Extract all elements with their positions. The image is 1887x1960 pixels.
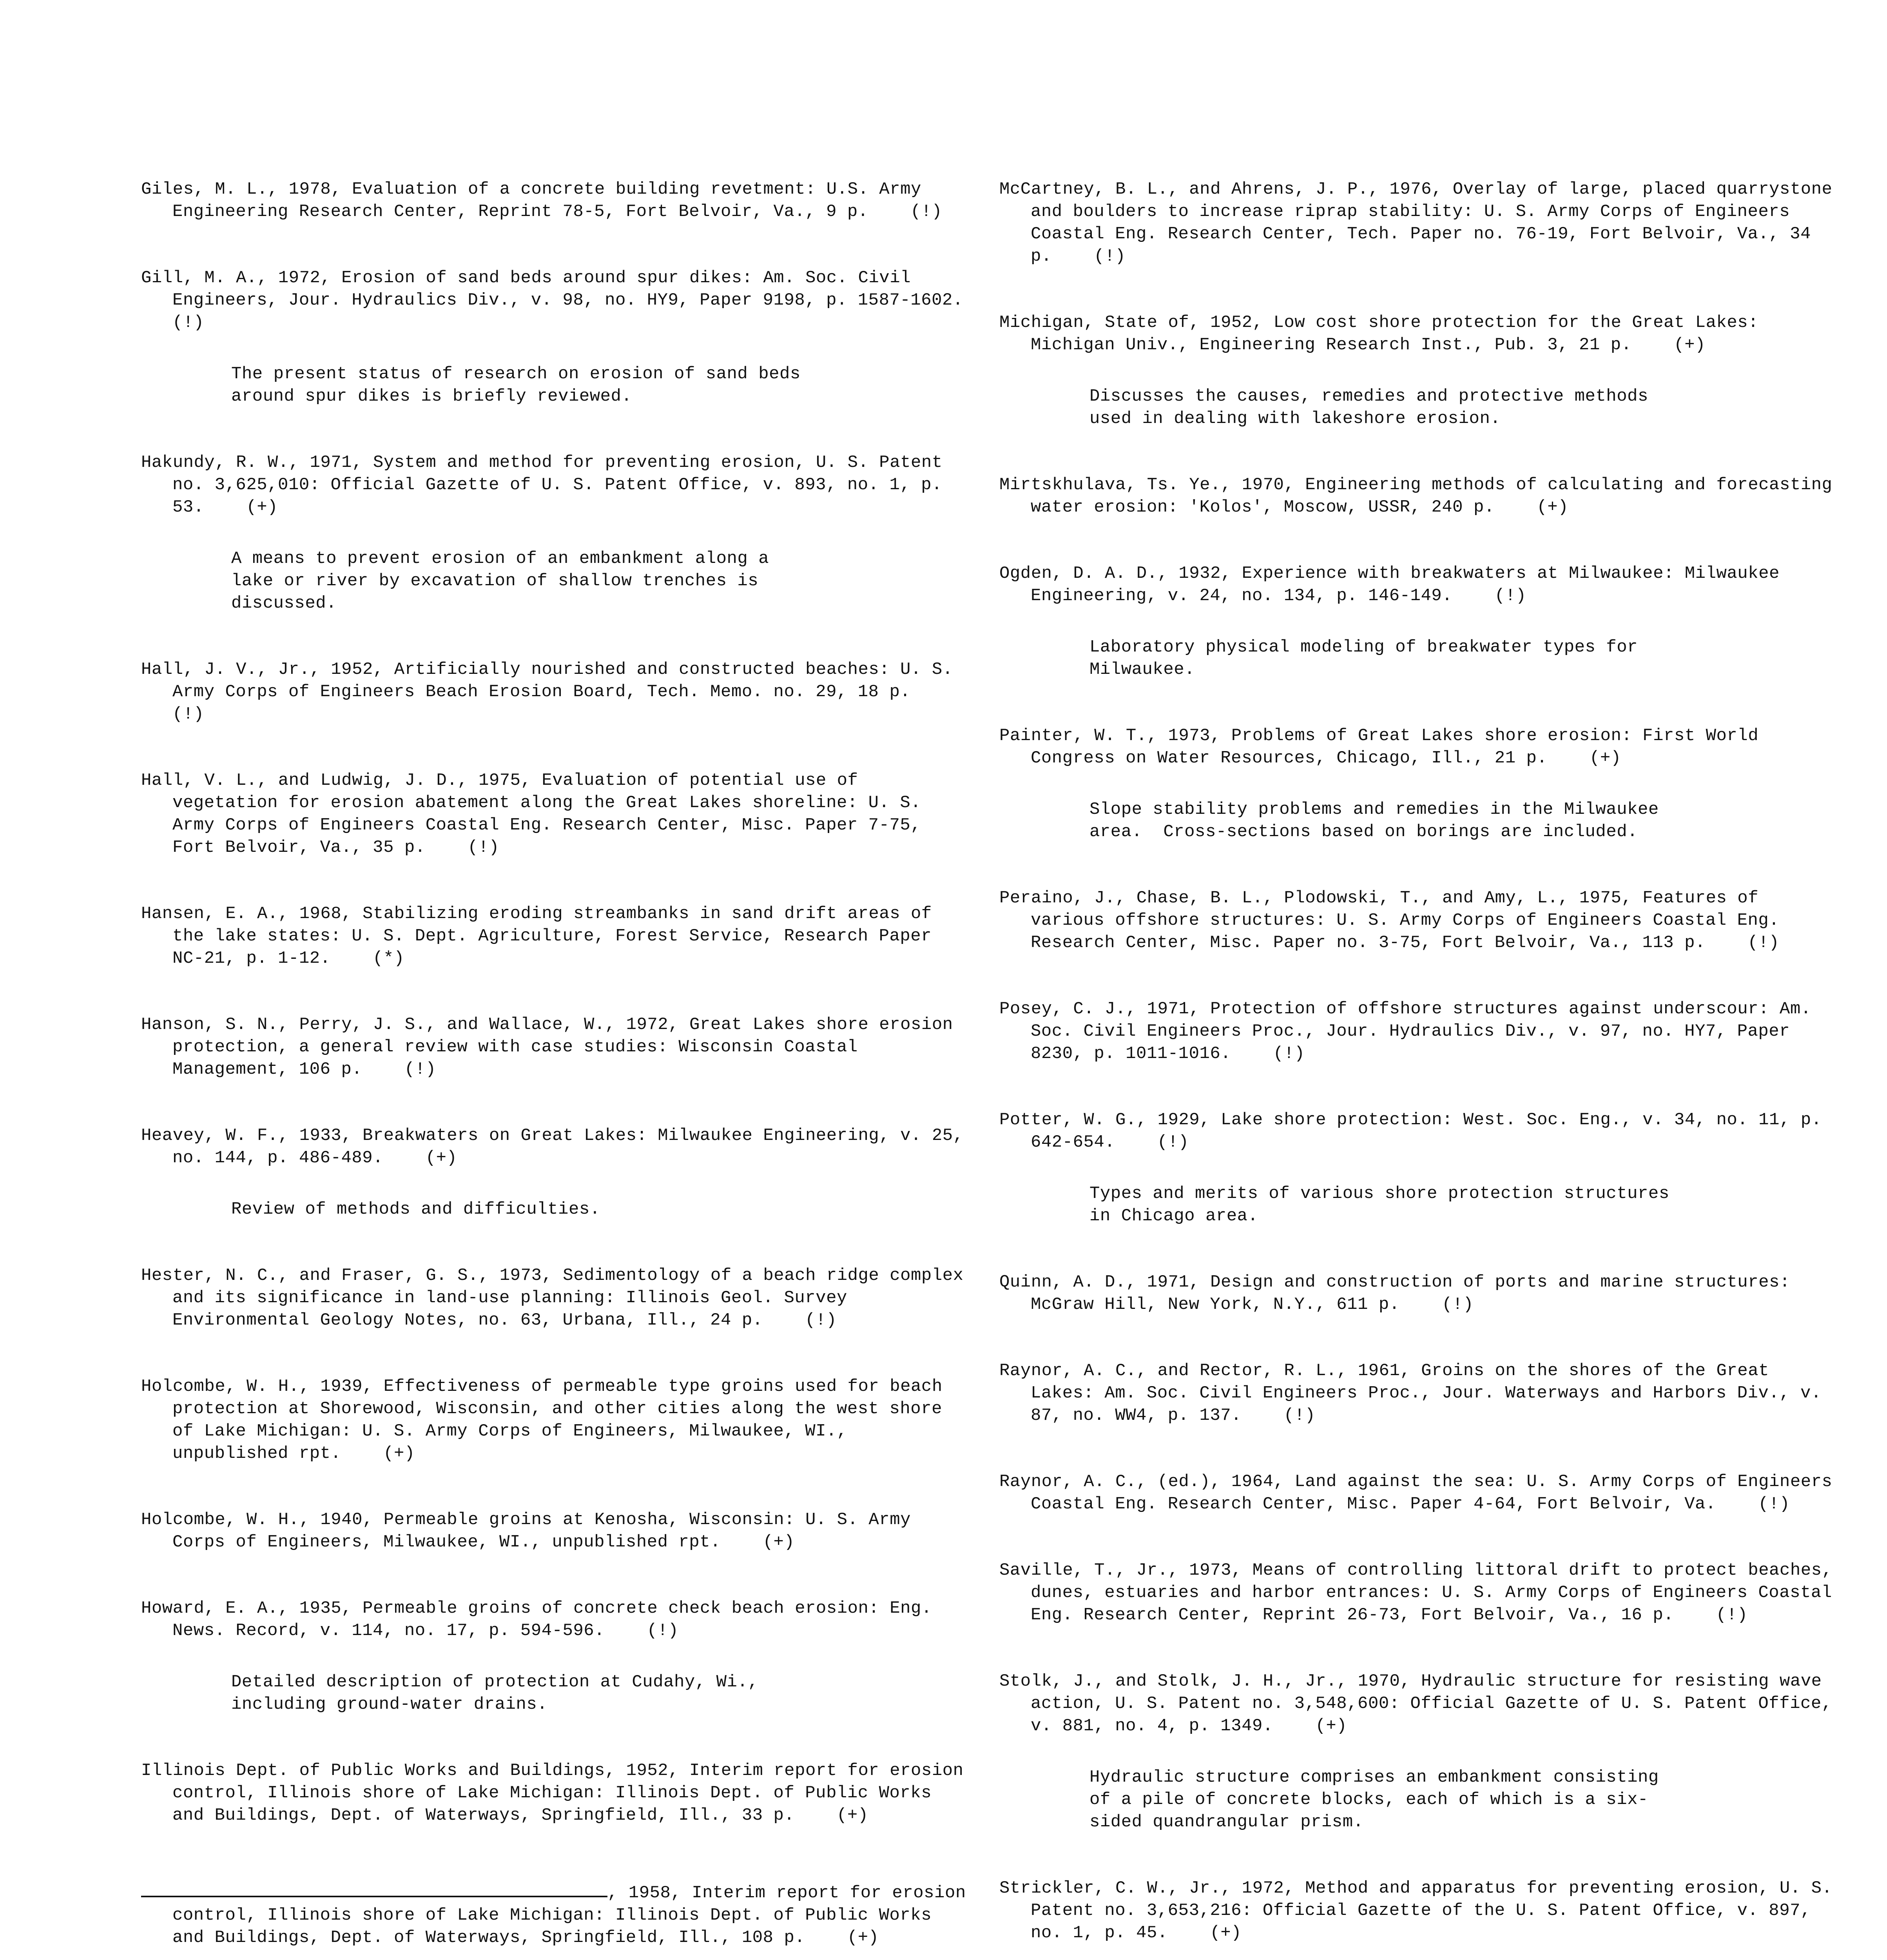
citation: Hansen, E. A., 1968, Stabilizing eroding streambanks in sand drift areas of the lake states: U. S. Dept. Agriculture, Forest Service, Research Paper NC-21, p. 1-12. (*) [141, 904, 943, 968]
reference-entry [999, 178, 1843, 268]
citation: Raynor, A. C., and Rector, R. L., 1961, Groins on the shores of the Great Lakes: Am. Soc. Civil Engineers Proc., Jour. Waterways and Harbors Div., v. 87, no. WW4, p. 137. (!) [999, 1361, 1832, 1425]
citation: Michigan, State of, 1952, Low cost shore protection for the Great Lakes: Michigan Univ., Engineering Research Inst., Pub. 3, 21 p. (+) [999, 313, 1769, 355]
reference-entry [141, 903, 968, 970]
reference-entry [141, 452, 968, 615]
citation: Illinois Dept. of Public Works and Buildings, 1952, Interim report for erosion control, Illinois shore of Lake Michigan: Illinois Dept. of Public Works and Buildings, Dept. of Waterways, Springfield, Ill., 33 p. (+) [141, 1761, 974, 1825]
reference-entry [141, 1597, 968, 1716]
citation: Posey, C. J., 1971, Protection of offshore structures against underscour: Am. Soc. Civil Engineers Proc., Jour. Hydraulics Div., v. 97, no. HY7, Paper 8230, p. 1011-1016. (!) [999, 999, 1822, 1063]
reference-entry [141, 1014, 968, 1081]
citation: Giles, M. L., 1978, Evaluation of a concrete building revetment: U.S. Army Engineering Research Center, Reprint 78-5, Fort Belvoir, Va., 9 p. (!) [141, 180, 943, 221]
citation: Hanson, S. N., Perry, J. S., and Wallace, W., 1972, Great Lakes shore erosion protection, a general review with case studies: Wisconsin Coastal Management, 106 p. (!) [141, 1015, 964, 1079]
citation: Ogden, D. A. D., 1932, Experience with breakwaters at Milwaukee: Milwaukee Engineering, v. 24, no. 134, p. 146-149. (!) [999, 564, 1790, 606]
citation: Gill, M. A., 1972, Erosion of sand beds around spur dikes: Am. Soc. Civil Engineers, Jour. Hydraulics Div., v. 98, no. HY9, Paper 9198, p. 1587-1602. (!) [141, 268, 1006, 332]
citation: Hakundy, R. W., 1971, System and method for preventing erosion, U. S. Patent no. 3,625,010: Official Gazette of U. S. Patent Office, v. 893, no. 1, p. 53. (+) [141, 453, 953, 517]
reference-entry [999, 887, 1838, 954]
citation: Peraino, J., Chase, B. L., Plodowski, T., and Amy, L., 1975, Features of various offshore structures: U. S. Army Corps of Engineers Coastal Eng. Research Center, Misc. Paper no. 3-75, Fort Belvoir, Va., 113 p. (!) [999, 888, 1790, 953]
citation: , 1958, Interim report for erosion control, Illinois shore of Lake Michigan: Illinois Dept. of Public Works and Buildings, Dept. of Waterways, Springfield, Ill., 108 p. (+) [172, 1883, 977, 1947]
annotation: Laboratory physical modeling of breakwater types for Milwaukee. [1089, 637, 1648, 679]
reference-entry [999, 1670, 1843, 1833]
reference-entry [141, 1125, 974, 1221]
reference-entry [141, 1882, 977, 1949]
reference-entry [141, 1265, 974, 1332]
reference-entry [999, 1559, 1843, 1626]
right-column [999, 178, 1843, 1960]
citation: Hall, V. L., and Ludwig, J. D., 1975, Evaluation of potential use of vegetation for erosion abatement along the Great Lakes shoreline: U. S. Army Corps of Engineers Coastal Eng. Research Center, Misc. Paper 7-75, Fort Belvoir, Va., 35 p. (!) [141, 771, 932, 857]
citation: Stolk, J., and Stolk, J. H., Jr., 1970, Hydraulic structure for resisting wave action, U. S. Patent no. 3,548,600: Official Gazette of U. S. Patent Office, v. 881, no. 4, p. 1349. (+) [999, 1671, 1843, 1736]
citation: Holcombe, W. H., 1940, Permeable groins at Kenosha, Wisconsin: U. S. Army Corps of Engineers, Milwaukee, WI., unpublished rpt. (+) [141, 1510, 921, 1552]
reference-entry [141, 178, 968, 223]
citation: Strickler, C. W., Jr., 1972, Method and apparatus for preventing erosion, U. S. Patent no. 3,653,216: Official Gazette of the U. S. Patent Office, v. 897, no. 1, p. 45. (+) [999, 1878, 1843, 1943]
citation: Heavey, W. F., 1933, Breakwaters on Great Lakes: Milwaukee Engineering, v. 25, no. 144, p. 486-489. (+) [141, 1126, 974, 1168]
citation: Howard, E. A., 1935, Permeable groins of concrete check beach erosion: Eng. News. Record, v. 114, no. 17, p. 594-596. (!) [141, 1599, 943, 1641]
citation: Painter, W. T., 1973, Problems of Great Lakes shore erosion: First World Congress on Water Resources, Chicago, Ill., 21 p. (+) [999, 726, 1769, 768]
reference-entry [999, 312, 1838, 430]
reference-entry [999, 1360, 1838, 1427]
reference-entry [999, 1109, 1838, 1227]
reference-entry [141, 1376, 968, 1465]
citation: McCartney, B. L., and Ahrens, J. P., 1976, Overlay of large, placed quarrystone and boulders to increase riprap stability: U. S. Army Corps of Engineers Coastal Eng. Research Center, Tech. Paper no. 76-19, Fort Belvoir, Va., 34 p. (!) [999, 180, 1843, 266]
reference-entry [999, 474, 1843, 519]
citation: Holcombe, W. H., 1939, Effectiveness of permeable type groins used for beach protection at Shorewood, Wisconsin, and other cities along the west shore of Lake Michigan: U. S. Army Corps of Engineers, Milwaukee, WI., unpublished rpt. (+) [141, 1377, 953, 1463]
reference-entry [141, 769, 968, 859]
reference-entry [999, 1877, 1843, 1960]
annotation: Slope stability problems and remedies in the Milwaukee area. Cross-sections based on borings are included. [1089, 800, 1669, 842]
annotation: Discusses the causes, remedies and protective methods used in dealing with lakeshore erosion. [1089, 387, 1659, 428]
annotation: The present status of research on erosion of sand beds around spur dikes is briefly reviewed. [231, 364, 811, 406]
annotation: Review of methods and difficulties. [231, 1200, 600, 1219]
citation: Hall, J. V., Jr., 1952, Artificially nourished and constructed beaches: U. S. Army Corps of Engineers Beach Erosion Board, Tech. Memo. no. 29, 18 p. (!) [141, 660, 964, 724]
annotation: A means to prevent erosion of an embankment along a lake or river by excavation of shallow trenches is discussed. [231, 549, 780, 613]
reference-entry [141, 1760, 974, 1827]
citation: Potter, W. G., 1929, Lake shore protection: West. Soc. Eng., v. 34, no. 11, p. 642-654. (!) [999, 1110, 1833, 1152]
citation: Saville, T., Jr., 1973, Means of controlling littoral drift to protect beaches, dunes, estuaries and harbor entrances: U. S. Army Corps of Engineers Coastal Eng. Research Center, Reprint 26-73, Fort Belvoir, Va., 16 p. (!) [999, 1561, 1843, 1625]
reference-entry [999, 1271, 1838, 1316]
reference-entry [141, 659, 968, 726]
annotation: Detailed description of protection at Cudahy, Wi., including ground-water drains. [231, 1672, 769, 1714]
citation: Quinn, A. D., 1971, Design and construction of ports and marine structures: McGraw Hill, New York, N.Y., 611 p. (!) [999, 1272, 1801, 1314]
reference-entry [999, 1471, 1843, 1515]
annotation: Hydraulic structure comprises an embankment consisting of a pile of concrete blocks, each of which is a six-sided quandrangular prism. [1089, 1768, 1669, 1832]
citation: Hester, N. C., and Fraser, G. S., 1973, Sedimentology of a beach ridge complex and its significance in land-use planning: Illinois Geol. Survey Environmental Geology Notes, no. 63, Urbana, Ill., 24 p. (!) [141, 1266, 974, 1330]
author-repeat-line [141, 1882, 607, 1897]
reference-entry [999, 563, 1838, 681]
citation: Raynor, A. C., (ed.), 1964, Land against the sea: U. S. Army Corps of Engineers Coastal Eng. Research Center, Misc. Paper 4-64, Fort Belvoir, Va. (!) [999, 1472, 1843, 1514]
annotation: Types and merits of various shore protection structures in Chicago area. [1089, 1184, 1680, 1226]
citation: Mirtskhulava, Ts. Ye., 1970, Engineering methods of calculating and forecasting water erosion: 'Kolos', Moscow, USSR, 240 p. (+) [999, 475, 1843, 517]
reference-entry [999, 998, 1838, 1065]
reference-entry [141, 267, 1006, 408]
reference-entry [141, 1509, 968, 1553]
citation-continuation [141, 1882, 977, 1949]
reference-entry [999, 725, 1838, 843]
left-column [141, 178, 1006, 1960]
